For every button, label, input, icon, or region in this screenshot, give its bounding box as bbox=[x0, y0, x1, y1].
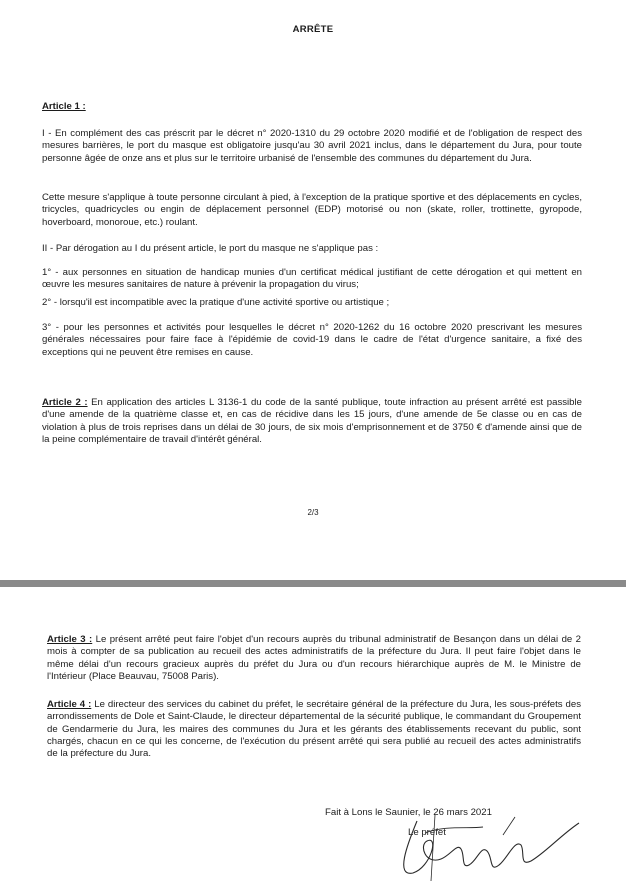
article-1-item-2: 2° - lorsqu'il est incompatible avec la pratique d'une activité sportive ou artistique ; bbox=[42, 297, 390, 308]
document-title: ARRÊTE bbox=[292, 24, 334, 35]
article-2-heading: Article 2 : bbox=[42, 397, 88, 408]
handwritten-signature-icon bbox=[365, 815, 595, 885]
article-4-text: Le directeur des services du cabinet du préfet, le secrétaire général de la préfecture du Jura, les sous-préfets des arrondissements de Dole et Saint-Claude, le directeur départemental de la sécurité publique, le commandant du Groupement de Gendarmerie du Jura, les maires des communes du Jura et les gérants des établissements recevant du public, sont chargés, chacun en ce qui les concerne, de l'exécution du présent arrêté qui sera publié au recueil des actes administratifs de la préfecture du Jura. bbox=[47, 699, 581, 760]
article-2-paragraph bbox=[42, 397, 582, 446]
article-4-heading: Article 4 : bbox=[47, 699, 92, 710]
article-1-paragraph-3: II - Par dérogation au I du présent article, le port du masque ne s'applique pas : bbox=[42, 243, 379, 254]
article-1-item-3: 3° - pour les personnes et activités pour lesquelles le décret n° 2020-1262 du 16 octobre 2020 prescrivant les mesures générales nécessaires pour faire face à l'épidémie de covid-19 dans le cadre de l'état d'urgence sanitaire, a fixé des exceptions qui ne peuvent être remises en cause. bbox=[42, 322, 582, 358]
page-separator bbox=[0, 580, 626, 587]
article-3-paragraph bbox=[47, 634, 581, 683]
article-1-paragraph-1: I - En complément des cas préscrit par le décret n° 2020-1310 du 29 octobre 2020 modifié et de l'obligation de respect des mesures barrières, le port du masque est obligatoire jusqu'au 30 avril 2021 inclus, dans le département du Jura, pour toute personne âgée de onze ans et plus sur le territoire urbanisé de l'ensemble des communes du département du Jura. bbox=[42, 128, 582, 164]
article-4-paragraph bbox=[47, 699, 581, 760]
page-3-sheet bbox=[0, 587, 626, 877]
article-1-paragraph-2: Cette mesure s'applique à toute personne circulant à pied, à l'exception de la pratique sportive et des déplacements en cycles, tricycles, quadricycles ou engin de déplacement personnel (EDP) motorisé ou non (skate, roller, trottinette, gyropode, hoverboard, monoroue, etc.) roulant. bbox=[42, 192, 582, 228]
article-2-text: En application des articles L 3136-1 du code de la santé publique, toute infraction au présent arrêté est passible d'une amende de la quatrième classe et, en cas de récidive dans les 15 jours, d'une amende de 5e classe ou en cas de violation à plus de trois reprises dans un délai de 30 jours, de six mois d'emprisonnement et de 3750 € d'amende ainsi que de la peine complémentaire de travail d'intérêt général. bbox=[42, 397, 582, 445]
signature-role: Le préfet bbox=[408, 827, 446, 838]
article-3-text: Le présent arrêté peut faire l'objet d'un recours auprès du tribunal administratif de Besançon dans un délai de 2 mois à compter de sa publication au recueil des actes administratifs de la préfecture du Jura. Il peut faire l'objet dans le même délai d'un recours gracieux auprès du préfet du Jura ou d'un recours hiérarchique auprès de M. le Ministre de l'Intérieur (Place Beauvau, 75008 Paris). bbox=[47, 634, 581, 682]
article-3-heading: Article 3 : bbox=[47, 634, 93, 645]
article-1-heading bbox=[42, 101, 582, 113]
article-1-item-1: 1° - aux personnes en situation de handicap munies d'un certificat médical justifiant de cette dérogation et qui mettent en œuvre les mesures sanitaires de nature à prévenir la propagation du virus; bbox=[42, 267, 582, 291]
article-1-heading-text: Article 1 : bbox=[42, 101, 86, 112]
signature-date-line: Fait à Lons le Saunier, le 26 mars 2021 bbox=[325, 807, 492, 818]
page-number: 2/3 bbox=[307, 508, 319, 517]
